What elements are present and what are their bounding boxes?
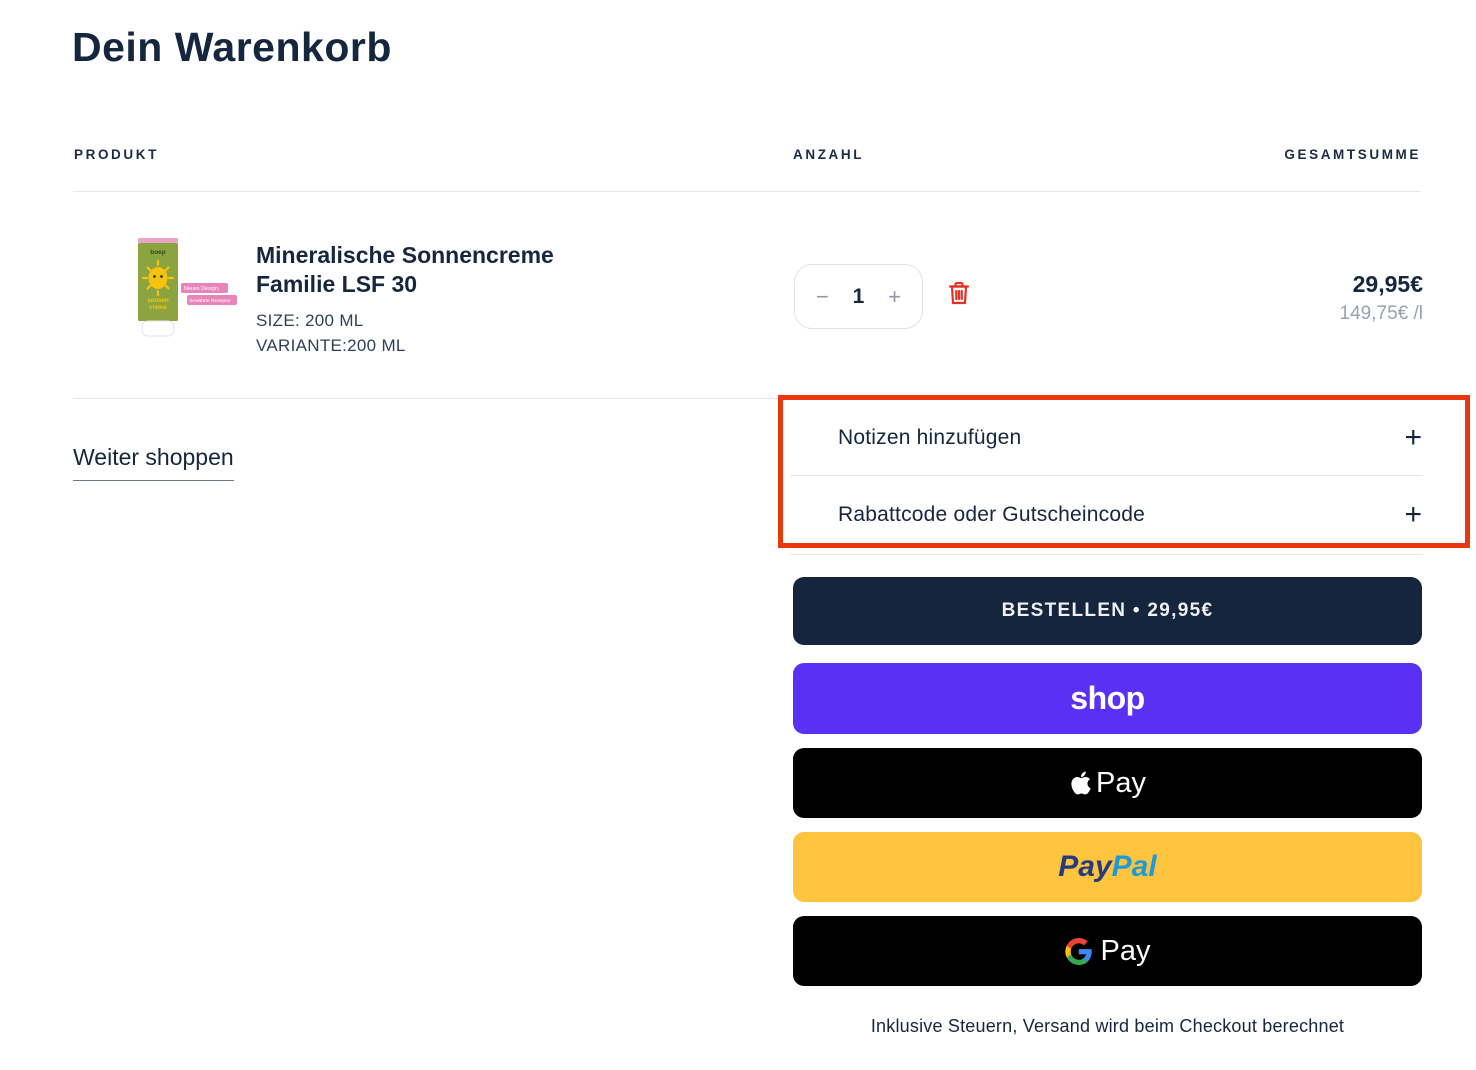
expand-plus-icon[interactable]: + [1404, 497, 1422, 531]
google-pay-label: Pay [1100, 934, 1151, 967]
accordion-divider [790, 475, 1423, 476]
google-pay-button[interactable] [793, 916, 1422, 986]
paypal-logo-pay: Pay [1058, 850, 1112, 883]
shop-pay-button[interactable] [793, 663, 1422, 734]
column-header-product: PRODUKT [74, 147, 159, 162]
column-header-quantity: ANZAHL [793, 147, 865, 162]
add-notes-accordion[interactable] [790, 400, 1422, 475]
column-header-total: GESAMTSUMME [1284, 147, 1421, 162]
product-meta [256, 308, 554, 358]
increase-quantity-button[interactable]: + [888, 283, 901, 309]
product-image [116, 230, 238, 358]
unit-price: 149,75€ /l [1339, 303, 1423, 324]
paypal-logo-pal: Pal [1111, 850, 1157, 883]
trash-icon [947, 280, 971, 306]
continue-shopping-link[interactable]: Weiter shoppen [73, 444, 234, 481]
remove-item-button[interactable] [947, 280, 971, 306]
product-info [256, 241, 554, 358]
product-size: SIZE: 200 ML [256, 311, 364, 330]
apple-pay-label: Pay [1096, 766, 1146, 799]
accordion-divider [790, 554, 1423, 555]
tax-shipping-note: Inklusive Steuern, Versand wird beim Checkout berechnet [870, 1016, 1345, 1036]
paypal-button[interactable] [793, 832, 1422, 902]
product-name-line2: Familie LSF 30 [256, 271, 418, 297]
checkout-button[interactable] [793, 577, 1422, 645]
apple-icon [1069, 771, 1093, 795]
line-total-price: 29,95€ [1352, 271, 1423, 297]
svg-text:boep: boep [150, 249, 166, 256]
expand-plus-icon[interactable]: + [1404, 420, 1422, 454]
shop-pay-logo: shop [1070, 680, 1145, 716]
product-variant: VARIANTE:200 ML [256, 336, 406, 355]
svg-text:creme: creme [149, 305, 167, 311]
svg-text:bewährte Rezeptur: bewährte Rezeptur [189, 299, 231, 305]
sunscreen-tube-illustration [116, 230, 238, 358]
product-name-line1: Mineralische Sonnencreme [256, 242, 554, 268]
discount-code-label: Rabattcode oder Gutscheincode [838, 502, 1145, 526]
page-title: Dein Warenkorb [72, 24, 392, 70]
quantity-stepper[interactable] [794, 264, 923, 329]
svg-text:sonnen: sonnen [147, 298, 169, 304]
google-icon [1065, 938, 1092, 965]
checkout-button-label: BESTELLEN • 29,95€ [1001, 600, 1214, 621]
svg-text:Neues Design,: Neues Design, [184, 286, 220, 293]
product-name [256, 241, 554, 299]
price-block [1340, 271, 1423, 325]
quantity-value: 1 [852, 284, 865, 308]
add-notes-label: Notizen hinzufügen [838, 425, 1022, 449]
header-divider [73, 191, 1421, 192]
row-divider [73, 398, 1422, 399]
discount-code-accordion[interactable] [790, 476, 1422, 553]
decrease-quantity-button[interactable]: − [816, 283, 829, 309]
apple-pay-button[interactable] [793, 748, 1422, 818]
